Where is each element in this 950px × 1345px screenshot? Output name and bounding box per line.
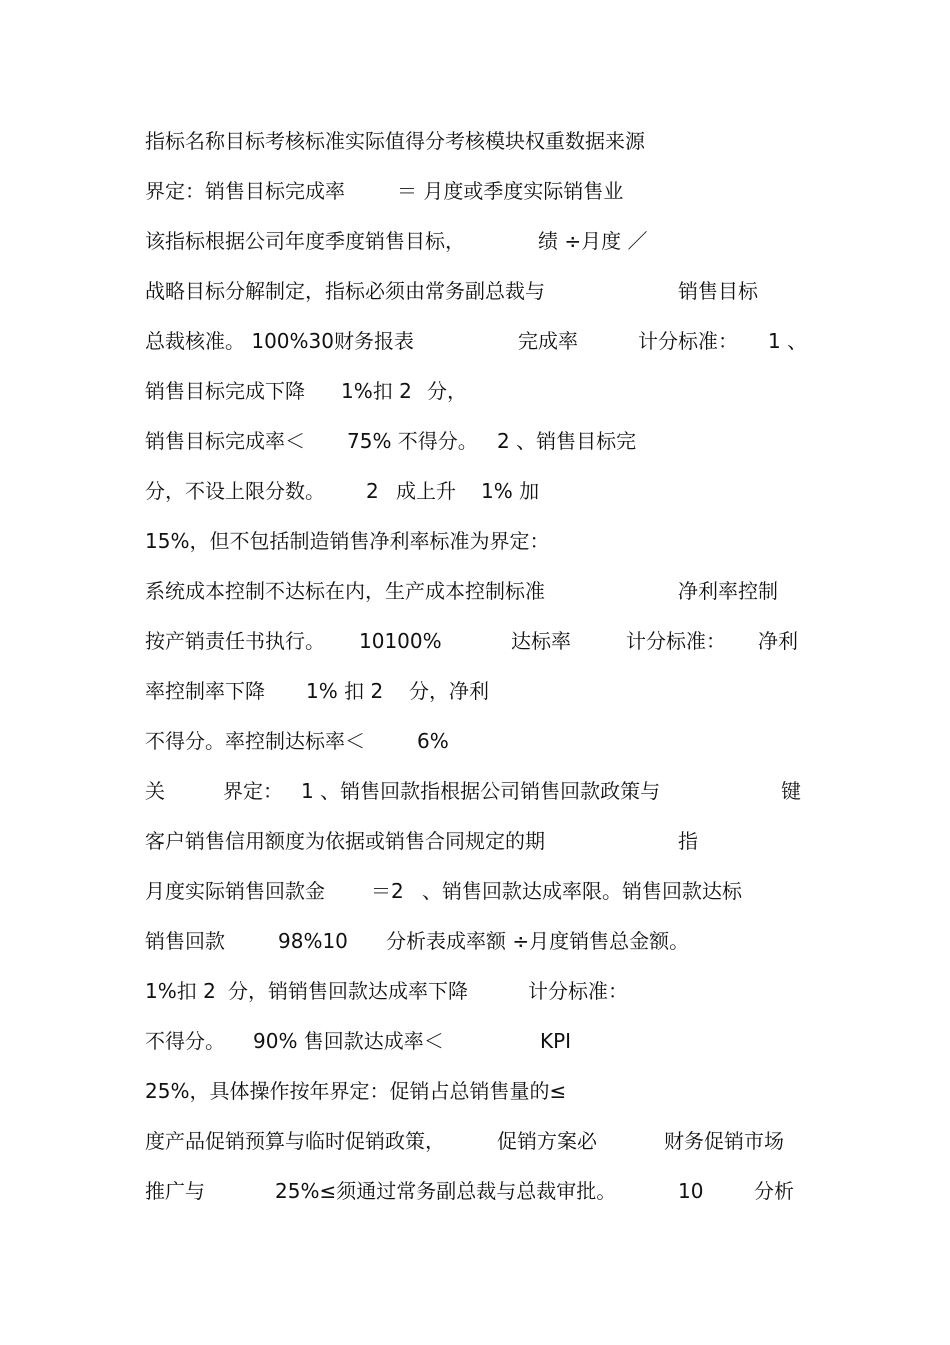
text-segment: 2 、销售目标完: [497, 429, 637, 453]
text-line-16: [0, 876, 950, 906]
text-segment: 分，销销售回款达成率下降: [228, 979, 468, 1003]
text-segment: 分析: [754, 1179, 794, 1203]
text-line-4: [0, 276, 950, 306]
text-line-2: [0, 176, 950, 206]
text-segment: ＝ 月度或季度实际销售业: [397, 179, 624, 203]
text-segment: 计分标准：: [626, 629, 726, 653]
text-segment: 1%扣 2: [341, 379, 412, 403]
text-line-11: [0, 626, 950, 656]
text-line-17: [0, 926, 950, 956]
text-segment: 分，: [427, 379, 467, 403]
text-segment: 销售目标完成率＜: [145, 429, 305, 453]
text-line-15: [0, 826, 950, 856]
text-segment: 率控制率下降: [145, 679, 265, 703]
text-line-1: [0, 126, 950, 156]
text-segment: 促销方案必: [497, 1129, 597, 1153]
text-segment: 1 、销售回款指根据公司销售回款政策与: [301, 779, 661, 803]
text-segment: 销售目标: [678, 279, 758, 303]
text-line-19: [0, 1026, 950, 1056]
text-segment: 绩 ÷月度 ／: [538, 229, 648, 253]
text-segment: 、销售回款达成率限。销售回款达标: [422, 879, 742, 903]
text-segment: 75% 不得分。: [347, 429, 478, 453]
text-segment: 计分标准：: [638, 329, 738, 353]
text-segment: 指: [678, 829, 698, 853]
text-line-3: [0, 226, 950, 256]
text-segment: 分，不设上限分数。: [145, 479, 325, 503]
text-segment: 25%≤须通过常务副总裁与总裁审批。: [275, 1179, 617, 1203]
text-segment: 成上升: [396, 479, 456, 503]
text-line-10: [0, 576, 950, 606]
text-segment: 98%10: [278, 929, 348, 953]
text-segment: 净利: [758, 629, 798, 653]
text-segment: 1%扣 2: [145, 979, 216, 1003]
text-line-12: [0, 676, 950, 706]
text-segment: 25%，具体操作按年界定：促销占总销售量的≤: [145, 1079, 567, 1103]
text-line-22: [0, 1176, 950, 1206]
text-segment: ＝2: [371, 879, 404, 903]
text-segment: 净利率控制: [678, 579, 778, 603]
text-segment: 2: [366, 479, 379, 503]
text-segment: 该指标根据公司年度季度销售目标，: [145, 229, 465, 253]
text-segment: 总裁核准。 100%30财务报表: [145, 329, 414, 353]
text-line-5: [0, 326, 950, 356]
text-segment: 15%，但不包括制造销售净利率标准为界定：: [145, 529, 550, 553]
text-line-6: [0, 376, 950, 406]
text-segment: KPI: [540, 1029, 572, 1053]
text-segment: 90% 售回款达成率＜: [253, 1029, 444, 1053]
text-segment: 月度实际销售回款金: [145, 879, 325, 903]
text-segment: 10: [678, 1179, 704, 1203]
text-segment: 指标名称目标考核标准实际值得分考核模块权重数据来源: [145, 129, 645, 153]
text-line-20: [0, 1076, 950, 1106]
text-segment: 推广与: [145, 1179, 205, 1203]
text-segment: 不得分。率控制达标率＜: [145, 729, 365, 753]
text-segment: 1 、: [768, 329, 808, 353]
text-segment: 1% 扣 2: [306, 679, 384, 703]
text-segment: 系统成本控制不达标在内，生产成本控制标准: [145, 579, 545, 603]
text-segment: 财务促销市场: [664, 1129, 784, 1153]
text-segment: 战略目标分解制定，指标必须由常务副总裁与: [145, 279, 545, 303]
text-line-13: [0, 726, 950, 756]
text-line-14: [0, 776, 950, 806]
text-line-8: [0, 476, 950, 506]
text-line-7: [0, 426, 950, 456]
text-segment: 客户销售信用额度为依据或销售合同规定的期: [145, 829, 545, 853]
text-segment: 键: [781, 779, 801, 803]
text-segment: 关: [145, 779, 165, 803]
text-line-9: [0, 526, 950, 556]
text-segment: 销售回款: [145, 929, 225, 953]
text-segment: 分析表成率额 ÷月度销售总金额。: [386, 929, 690, 953]
text-segment: 界定：销售目标完成率: [145, 179, 345, 203]
text-segment: 度产品促销预算与临时促销政策，: [145, 1129, 445, 1153]
text-segment: 界定：: [223, 779, 283, 803]
text-segment: 按产销责任书执行。: [145, 629, 325, 653]
text-segment: 销售目标完成下降: [145, 379, 305, 403]
text-segment: 计分标准：: [528, 979, 628, 1003]
text-segment: 分，净利: [409, 679, 489, 703]
text-segment: 达标率: [511, 629, 571, 653]
text-line-18: [0, 976, 950, 1006]
text-segment: 10100%: [359, 629, 442, 653]
text-segment: 完成率: [518, 329, 578, 353]
text-segment: 6%: [417, 729, 449, 753]
text-segment: 不得分。: [145, 1029, 225, 1053]
text-line-21: [0, 1126, 950, 1156]
text-segment: 1% 加: [481, 479, 540, 503]
